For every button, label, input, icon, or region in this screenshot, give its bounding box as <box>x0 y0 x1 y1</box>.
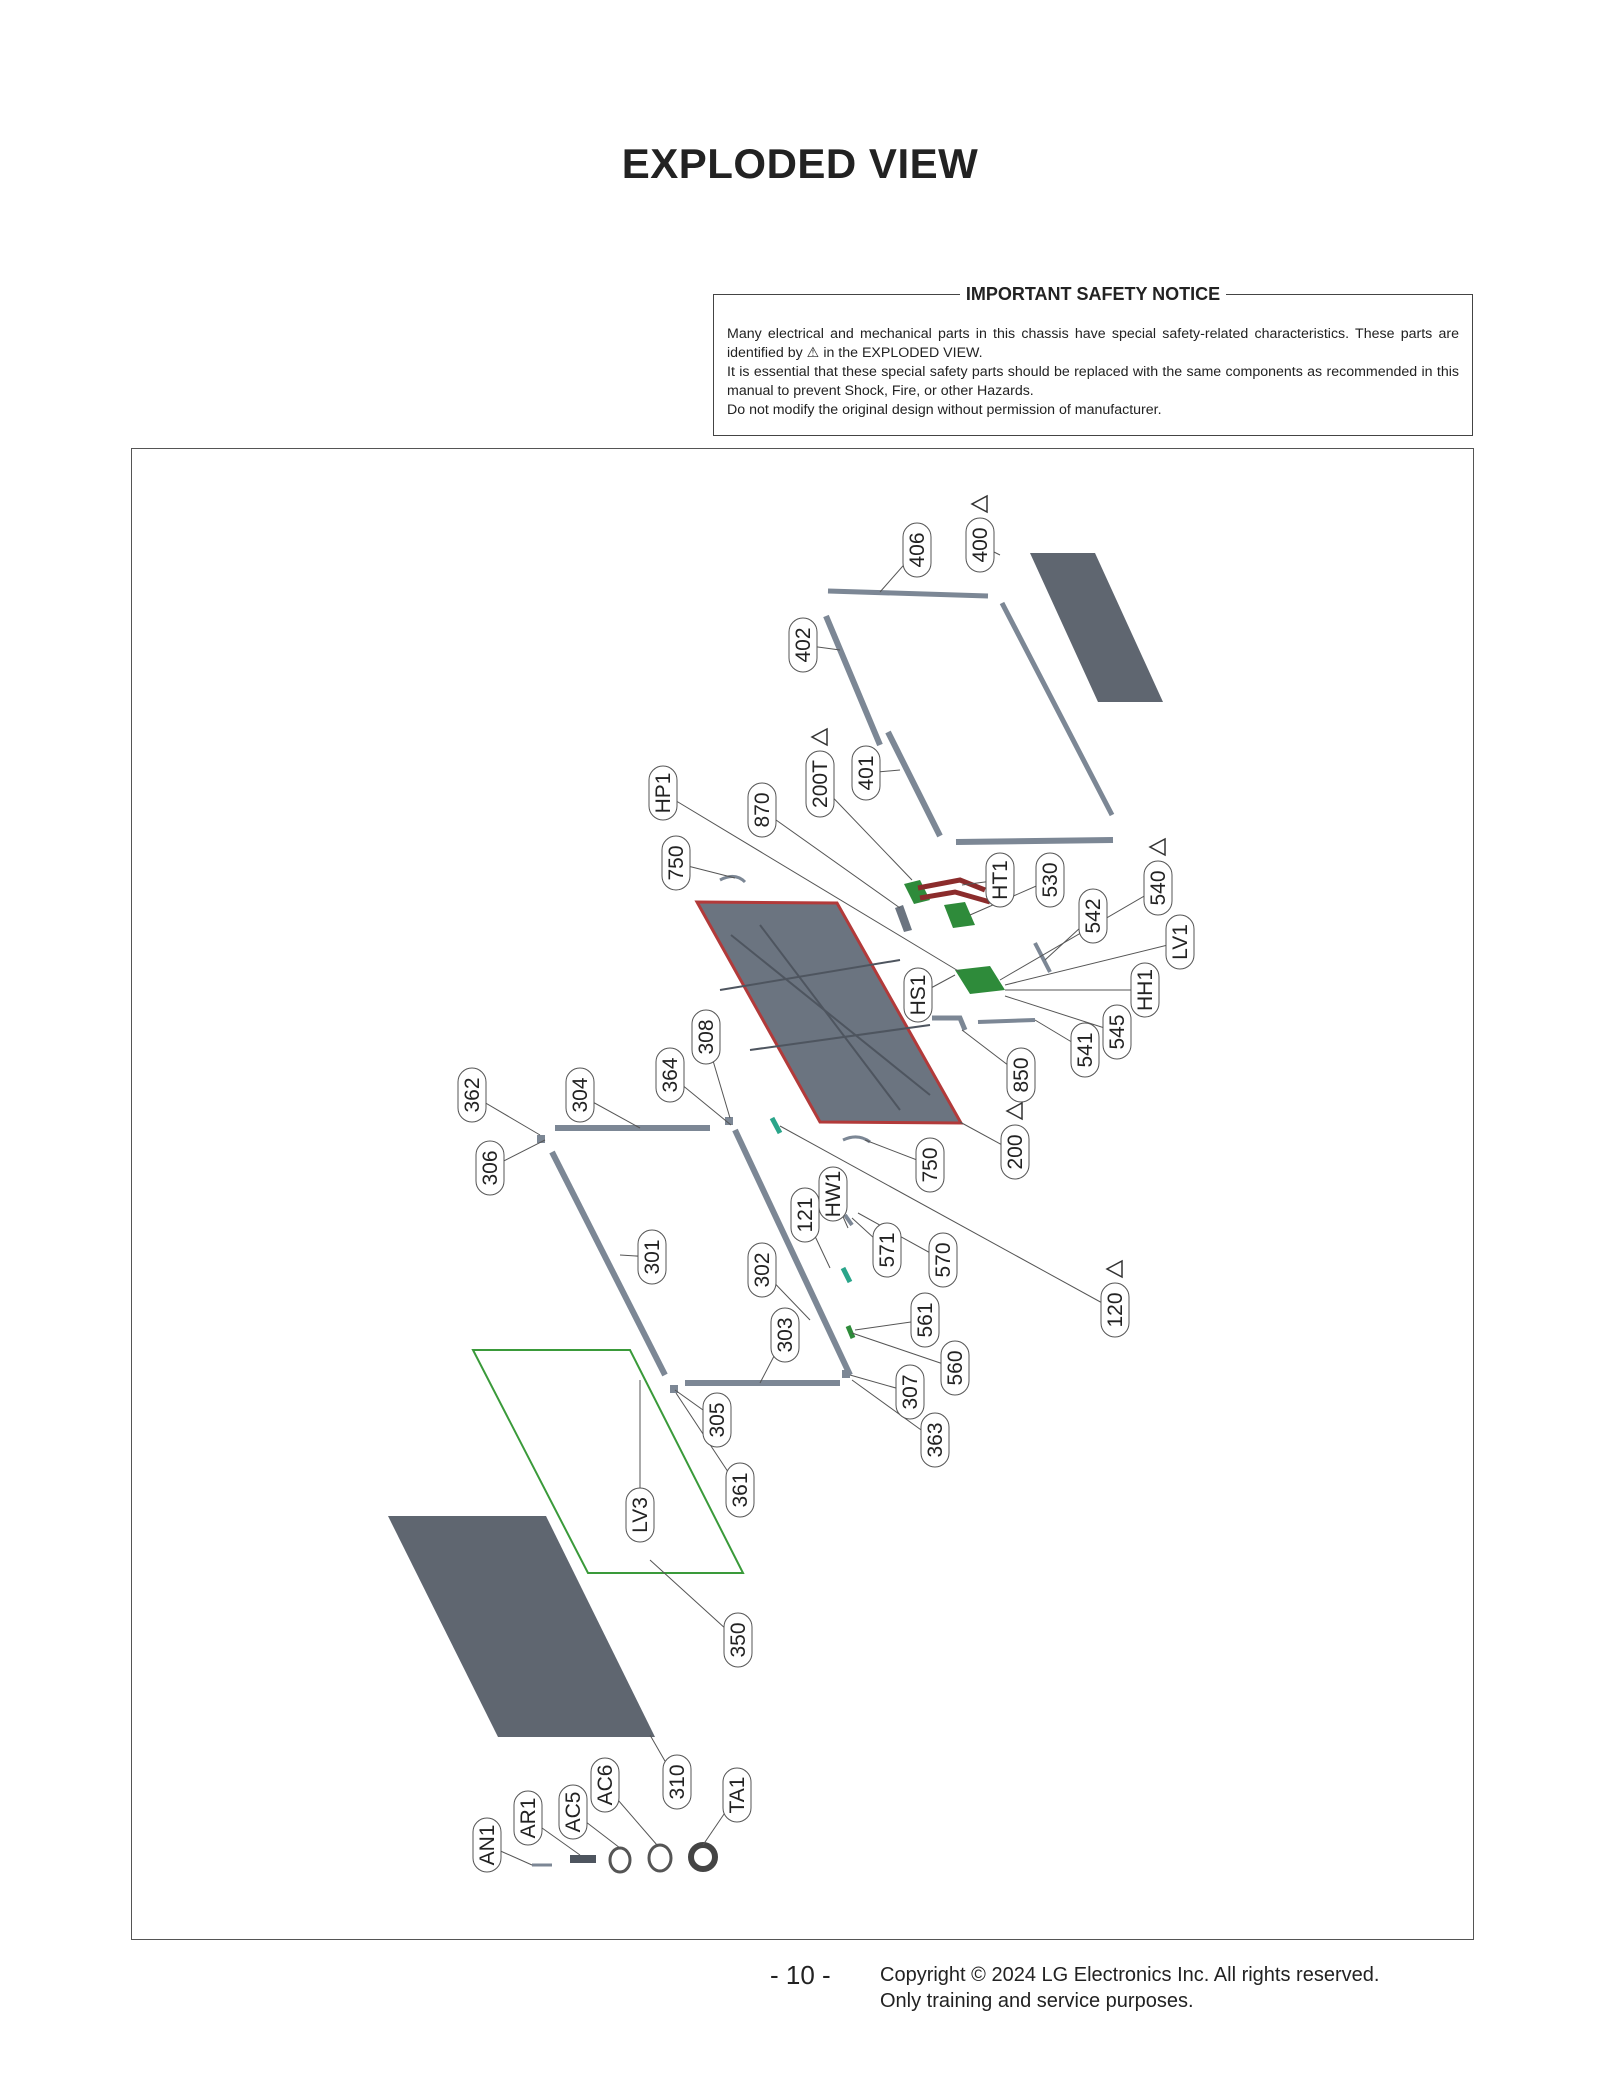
part-TA1 <box>691 1845 715 1869</box>
part-label-text: 308 <box>695 1019 718 1055</box>
part-label-text: 362 <box>461 1077 484 1113</box>
part-850 <box>932 1018 965 1030</box>
part-label-AC5 <box>559 1785 587 1839</box>
part-label-850 <box>1007 1048 1035 1102</box>
part-label-text: 305 <box>706 1402 729 1438</box>
part-label-text: 561 <box>914 1302 937 1338</box>
part-label-HH1 <box>1131 963 1159 1017</box>
part-label-text: 560 <box>944 1350 967 1386</box>
part-label-text: HS1 <box>907 974 930 1016</box>
part-label-text: TA1 <box>726 1776 749 1814</box>
part-label-text: HP1 <box>652 772 675 814</box>
part-label-text: 545 <box>1106 1014 1129 1050</box>
part-label-text: 307 <box>899 1374 922 1410</box>
part-label-text: AC6 <box>594 1764 617 1806</box>
part-307 <box>842 1370 850 1378</box>
part-label-542 <box>1079 889 1107 943</box>
part-label-310 <box>663 1755 691 1809</box>
part-label-305 <box>703 1393 731 1447</box>
safety-warning-icon <box>1007 1103 1022 1119</box>
part-label-750 <box>916 1138 944 1192</box>
usage-line: Only training and service purposes. <box>880 1990 1194 2012</box>
led-bar-120-b <box>843 1268 850 1282</box>
part-label-text: LV1 <box>1169 924 1192 960</box>
safety-warning-icon <box>972 496 987 512</box>
part-label-306 <box>476 1141 504 1195</box>
part-label-361 <box>726 1463 754 1517</box>
part-label-HS1 <box>904 968 932 1022</box>
part-label-text: 401 <box>855 755 878 791</box>
cable-HT1 <box>918 880 985 890</box>
part-label-402 <box>789 618 817 672</box>
part-label-308 <box>692 1010 720 1064</box>
part-label-HW1 <box>819 1167 847 1221</box>
part-label-text: 121 <box>794 1197 817 1233</box>
part-label-350 <box>724 1613 752 1667</box>
part-label-545 <box>1103 1005 1131 1059</box>
part-label-LV3 <box>626 1488 654 1542</box>
diagram-parts <box>388 553 1163 1872</box>
part-label-text: 750 <box>665 845 688 881</box>
part-label-750 <box>662 836 690 890</box>
part-label-541 <box>1071 1023 1099 1077</box>
safety-notice-heading: IMPORTANT SAFETY NOTICE <box>960 284 1226 304</box>
part-label-text: 303 <box>774 1317 797 1353</box>
part-label-text: 363 <box>924 1422 947 1458</box>
part-label-400 <box>966 496 994 572</box>
part-label-121 <box>791 1188 819 1242</box>
footer-copyright <box>880 1962 1379 2014</box>
part-label-text: 850 <box>1010 1057 1033 1093</box>
copyright-line: Copyright © 2024 LG Electronics Inc. All rights reserved. <box>880 1964 1380 1986</box>
part-label-LV1 <box>1166 915 1194 969</box>
part-label-text: 200T <box>809 760 832 808</box>
part-label-301 <box>638 1230 666 1284</box>
page-title: EXPLODED VIEW <box>621 140 979 187</box>
part-label-text: 406 <box>906 532 929 568</box>
part-label-text: HH1 <box>1134 968 1157 1012</box>
part-label-TA1 <box>723 1768 751 1822</box>
safety-notice-line2: It is essential that these special safety parts should be replaced with the same components as recommended in this manual to prevent Shock, Fire, or other Hazards. <box>727 364 1459 399</box>
part-label-text: LV3 <box>629 1497 652 1533</box>
part-label-text: 870 <box>751 792 774 828</box>
part-label-text: HW1 <box>822 1170 845 1218</box>
safety-warning-icon <box>1150 839 1165 855</box>
part-label-text: HT1 <box>989 860 1012 900</box>
part-750-bottom <box>843 1137 870 1142</box>
board-540 <box>955 966 1005 994</box>
part-label-303 <box>771 1308 799 1362</box>
part-label-text: 402 <box>792 627 815 663</box>
part-label-text: 302 <box>751 1252 774 1288</box>
safety-notice-line3: Do not modify the original design without permission of manufacturer. <box>727 402 1162 418</box>
part-label-AC6 <box>591 1758 619 1812</box>
panel-310 <box>388 1516 655 1737</box>
part-label-120 <box>1101 1261 1129 1337</box>
part-label-text: 750 <box>919 1147 942 1183</box>
part-label-HP1 <box>649 766 677 820</box>
back-cover-400 <box>1030 553 1163 702</box>
part-label-570 <box>929 1233 957 1287</box>
part-label-text: 361 <box>729 1472 752 1508</box>
part-label-text: 304 <box>569 1077 592 1113</box>
part-label-540 <box>1144 839 1172 915</box>
part-label-200T <box>806 729 834 817</box>
part-label-304 <box>566 1068 594 1122</box>
part-label-text: 400 <box>969 527 992 563</box>
part-label-text: 364 <box>659 1057 682 1093</box>
cable-HT1b <box>920 892 990 902</box>
page-number: - 10 - <box>770 1960 831 1990</box>
part-label-text: AC5 <box>562 1791 585 1833</box>
frame-402 <box>826 616 880 745</box>
part-label-560 <box>941 1341 969 1395</box>
board-560 <box>848 1326 853 1338</box>
part-label-text: 541 <box>1074 1032 1097 1068</box>
part-label-364 <box>656 1048 684 1102</box>
board-200T <box>904 880 930 904</box>
part-AR1 <box>570 1855 596 1863</box>
part-label-text: 200 <box>1004 1134 1027 1170</box>
safety-warning-icon <box>812 729 827 745</box>
part-label-530 <box>1036 853 1064 907</box>
part-870 <box>895 905 912 932</box>
part-label-text: 571 <box>876 1232 899 1268</box>
leader-870 <box>762 810 900 908</box>
part-label-571 <box>873 1223 901 1277</box>
part-label-text: 540 <box>1147 870 1170 906</box>
led-bar-120-a <box>772 1118 780 1133</box>
part-label-AN1 <box>473 1818 501 1872</box>
part-label-307 <box>896 1365 924 1419</box>
leader-545 <box>1005 996 1117 1032</box>
frame-405 <box>956 840 1113 842</box>
leader-560 <box>852 1333 955 1368</box>
safety-warning-icon <box>1107 1261 1122 1277</box>
part-label-text: 542 <box>1082 898 1105 934</box>
part-541 <box>978 1020 1035 1022</box>
part-label-362 <box>458 1068 486 1122</box>
part-label-text: AR1 <box>517 1797 540 1839</box>
part-AC5 <box>610 1848 630 1872</box>
part-label-406 <box>903 523 931 577</box>
part-label-text: 120 <box>1104 1292 1127 1328</box>
part-label-text: 530 <box>1039 862 1062 898</box>
part-label-401 <box>852 746 880 800</box>
part-label-text: 570 <box>932 1242 955 1278</box>
part-label-text: 350 <box>727 1622 750 1658</box>
frame-406 <box>828 591 988 596</box>
part-label-text: 306 <box>479 1150 502 1186</box>
part-label-text: 310 <box>666 1764 689 1800</box>
part-label-AR1 <box>514 1791 542 1845</box>
part-label-HT1 <box>986 853 1014 907</box>
part-label-561 <box>911 1293 939 1347</box>
part-label-363 <box>921 1413 949 1467</box>
part-label-200 <box>1001 1103 1029 1179</box>
part-label-302 <box>748 1243 776 1297</box>
part-label-text: 301 <box>641 1239 664 1275</box>
frame-401 <box>888 732 940 836</box>
part-AC6 <box>649 1845 671 1871</box>
safety-notice-line1: Many electrical and mechanical parts in this chassis have special safety-related characteristics. These parts are identified by ⚠ in the EXPLODED VIEW. <box>727 326 1459 361</box>
part-label-text: AN1 <box>476 1824 499 1866</box>
part-label-870 <box>748 783 776 837</box>
